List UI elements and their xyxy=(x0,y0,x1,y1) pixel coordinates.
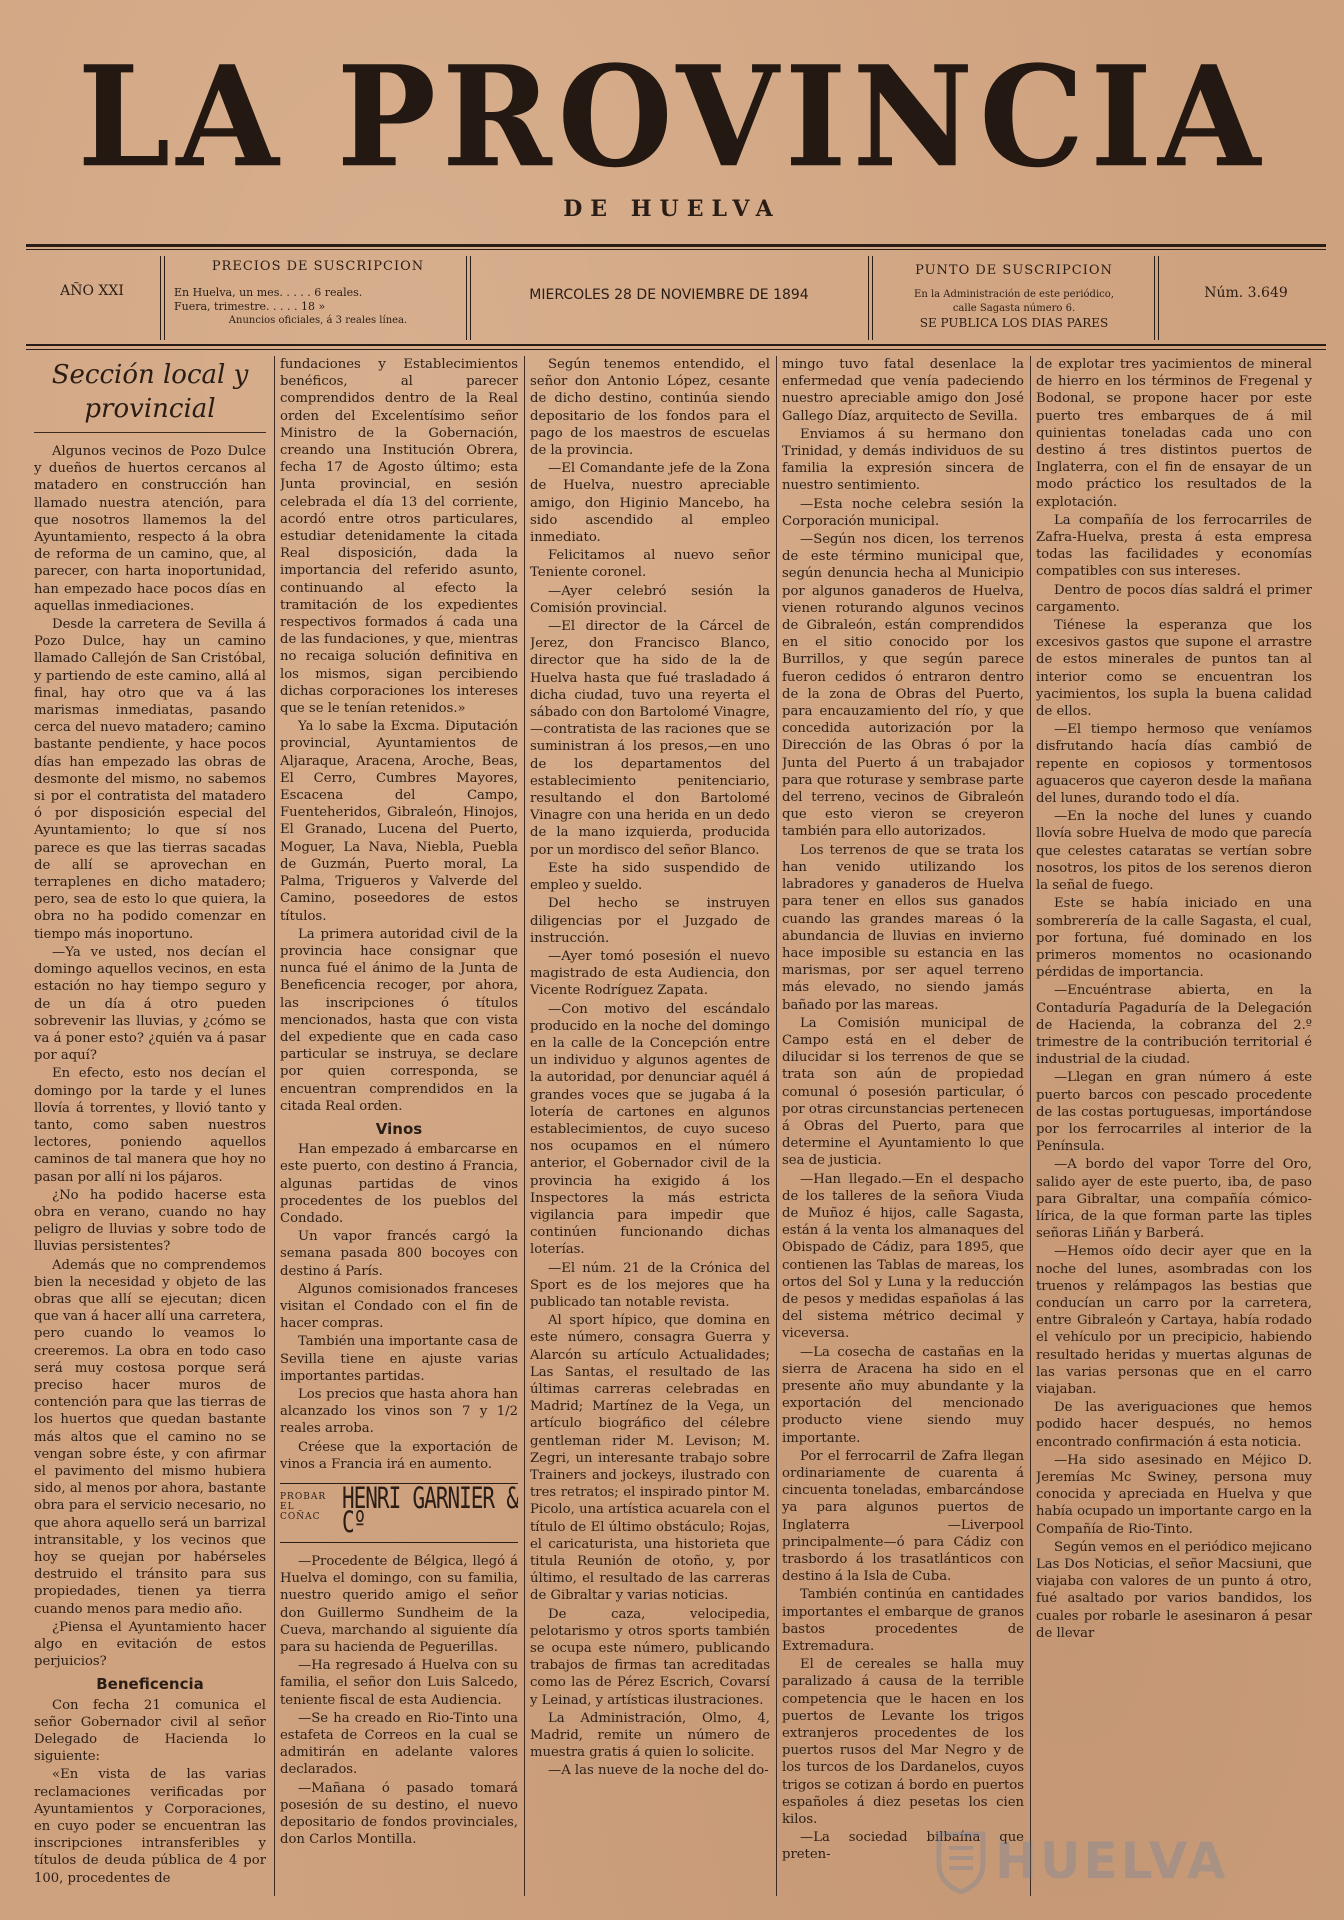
bottom-rule xyxy=(26,344,1326,346)
section-title: Sección local y provincial xyxy=(34,358,266,433)
paragraph: —Esta noche celebra sesión la Corporación municipal. xyxy=(782,496,1024,529)
paragraph: —El director de la Cárcel de Jerez, don Francisco Blanco, director que ha sido de la de Huelva hasta que fué trasladado á dicha ciudad, tuvo una reyerta el sábado con don Bartolomé Vinagre,—contratista de las raciones que se suministran á los presos,—en uno de los departamentos del establecimiento penitenciario, resultando el don Bartolomé Vinagre con una herida en un dedo de la mano izquierda, producida por un mordisco del señor Blanco. xyxy=(530,619,770,858)
paragraph: —Ha sido asesinado en Méjico D. Jeremías Mc Swiney, persona muy conocida y apreciada en Huelva y que había ocupado un importante cargo en la Compañía de Rio-Tinto. xyxy=(1036,1452,1312,1537)
paragraph: —En la noche del lunes y cuando llovía sobre Huelva de modo que parecía que celestes cataratas se vertían sobre nosotros, los pitos de los serenos dieron la señal de fuego. xyxy=(1036,809,1312,894)
masthead-title: LA PROVINCIA xyxy=(77,36,1267,199)
section-heading: Vinos xyxy=(375,1119,423,1138)
column-4 xyxy=(782,356,1024,1906)
year-label: AÑO XXI xyxy=(60,283,124,299)
paragraph: Ya lo sabe la Excma. Diputación provincial, Ayuntamientos de Aljaraque, Aracena, Aroche, Beas, El Cerro, Cumbres Mayores, Escacena del Campo, Fuenteheridos, Gibraleón, Hinojos, El Granado, Lucena del Puerto, Moguer, La Nava, Niebla, Puebla de Guzmán, Puerto moral, La Palma, Trigueros y Valverde del Camino, poseedores de estos títulos. xyxy=(280,719,518,924)
masthead-subtitle: DE HUELVA xyxy=(563,196,781,222)
column-rule xyxy=(524,356,525,1896)
paragraph: La Administración, Olmo, 4, Madrid, remite un número de muestra gratis á quien lo solicite. xyxy=(530,1710,770,1761)
paragraph: Un vapor francés cargó la semana pasada 800 bocoyes con destino á París. xyxy=(280,1229,518,1279)
paragraph: El de cereales se halla muy paralizado á causa de la terrible competencia que le hacen en los puertos de Levante los trigos extranjeros procedentes de los puertos rusos del Mar Negro y de los turcos de los Dardanelos, cuyos trigos se cotizan á bordo en puertos españoles á diez pesetas los cien kilos. xyxy=(782,1657,1024,1828)
paragraph: —Según nos dicen, los terrenos de este término municipal que, según denuncia hecha al Municipio por algunos ganaderos de Huelva, vienen roturando algunos vecinos de Gibraleón, están comprendidos en el sitio conocido por los Burrillos, y que según parece fueron cedidos ó entraron dentro de la zona de Obras del Puerto, para encauzamiento del río, y que concedida autorización por la Dirección de las Obras ó por la Junta del Puerto á un trabajador para que roturase y sembrase parte del terreno, vecinos de Gibraleón que esto vieron se creyeron también para ello autorizados. xyxy=(782,532,1024,840)
paragraph: Felicitamos al nuevo señor Teniente coronel. xyxy=(530,548,770,581)
prices-line-2: Fuera, trimestre. . . . . 18 » xyxy=(174,300,326,313)
paragraph: fundaciones y Establecimientos benéficos, al parecer comprendidos dentro de la Real orden del Excelentísimo señor Ministro de la Gobernación, creando una Institución Obrera, fecha 17 de Agosto último; esta Junta provincial, en sesión celebrada el día 13 del corriente, acordó entre otros particulares, estudiar detenidamente la citada Real disposición, dada la importancia del referido asunto, continuando al efecto la tramitación de los expedientes respectivos formados á cada una de las fundaciones, y que, mientras no recaiga solución definitiva en los mismos, sigan percibiendo dichas corporaciones los intereses que se le tenían retenidos.» xyxy=(280,357,518,717)
paragraph: Con fecha 21 comunica el señor Gobernador civil al señor Delegado de Hacienda lo siguiente: xyxy=(34,1697,266,1765)
paragraph: —Llegan en gran número á este puerto barcos con pescado procedente de las costas portuguesas, importándose por los ferrocarriles al interior de la Península. xyxy=(1036,1070,1312,1155)
subscription-point-box xyxy=(882,252,1146,342)
paragraph: Al sport hípico, que domina en este número, consagra Guerra y Alarcón su artículo Actualidades; Las Santas, el resultado de las últimas carreras celebradas en Madrid; Martínez de la Vega, un artículo biográfico del célebre gentleman rider M. Levison; M. Zegri, un interesante trabajo sobre Trainers and jockeys, ilustrado con tres retratos; el inspirado pintor M. Picolo, una artística acuarela con el título de El último obstáculo; Rojas, el caricaturista, una historieta que titula Reunión de otoño, y, por último, el resultado de las carreras de Gibraltar y varias noticias. xyxy=(530,1313,770,1604)
prices-line-3: Anuncios oficiales, á 3 reales línea. xyxy=(228,315,408,326)
top-rule xyxy=(26,244,1326,247)
column-2 xyxy=(280,356,518,1906)
column-3 xyxy=(530,356,770,1906)
paragraph: —El Comandante jefe de la Zona de Huelva, nuestro apreciable amigo, don Higinio Mancebo, ha sido ascendido al empleo inmediato. xyxy=(530,461,770,546)
point-line-3: SE PUBLICA LOS DIAS PARES xyxy=(919,316,1109,330)
paragraph: —Ayer celebró sesión la Comisión provincial. xyxy=(530,583,770,616)
paragraph: —Han llegado.—En el despacho de los talleres de la señora Viuda de Muñoz é hijos, calle Sagasta, están á la venta los almanaques del Obispado de Cádiz, para 1895, que contienen las Tablas de mareas, los ortos del Sol y Luna y la reducción de pesos y medidas españolas á las del sistema métrico decimal y viceversa. xyxy=(782,1171,1024,1342)
paragraph: ¿Piensa el Ayuntamiento hacer algo en evitación de estos perjuicios? xyxy=(34,1619,266,1670)
paragraph: —La sociedad bilbaína que preten- xyxy=(782,1830,1024,1863)
paragraph: de explotar tres yacimientos de mineral de hierro en los términos de Fregenal y Bodonal, se propone hacer por este puerto tres embarques de á mil quinientas toneladas cada uno con destino á tres distintos puertos de Inglaterra, con el fin de ensayar de un modo práctico los resultados de la explotación. xyxy=(1036,357,1312,510)
paragraph: Según tenemos entendido, el señor don Antonio López, cesante de dicho destino, continúa siendo depositario de los fondos para el pago de los maestros de escuelas de la provincia. xyxy=(530,357,770,459)
point-line-1: En la Administración de este periódico, xyxy=(914,289,1114,300)
paragraph: Por el ferrocarril de Zafra llegan ordinariamente de cuarenta á cincuenta toneladas, embarcándose ya para algunos puertos de Inglaterra —Liverpool principalmente—ó para Cádiz con trasbordo á los trasatlánticos con destino á la Isla de Cuba. xyxy=(782,1448,1024,1585)
paragraph: Enviamos á su hermano don Trinidad, y demás individuos de su familia la expresión sincera de nuestro sentimiento. xyxy=(782,426,1024,494)
separator xyxy=(1154,256,1159,340)
paragraph: De las averiguaciones que hemos podido hacer después, no hemos encontrado confirmación á esta noticia. xyxy=(1036,1400,1312,1450)
paragraph: —Mañana ó pasado tomará posesión de su destino, el nuevo depositario de fondos provinciales, don Carlos Montilla. xyxy=(280,1780,518,1848)
section-heading: Beneficencia xyxy=(96,1675,204,1694)
paragraph: La compañía de los ferrocarriles de Zafra-Huelva, presta á esta empresa todas las facilidades y economías compatibles con sus intereses. xyxy=(1036,512,1312,580)
paragraph: Dentro de pocos días saldrá el primer cargamento. xyxy=(1036,582,1312,615)
ad-side-line: EL xyxy=(280,1502,295,1512)
prices-title: PRECIOS DE SUSCRIPCION xyxy=(211,259,425,274)
prices-box xyxy=(174,252,462,342)
paragraph: ¿No ha podido hacerse esta obra en verano, cuando no hay peligro de lluvias y sobre todo de lluvias persistentes? xyxy=(34,1187,266,1255)
top-rule-thin xyxy=(26,249,1326,250)
paragraph: La primera autoridad civil de la provincia hace consignar que nunca fué el ánimo de la Junta de Beneficencia recoger, por ahora, las inscripciones ó títulos mencionados, hasta que con vista del expediente que en cada caso particular se instruya, se declare por quien corresponda, se encuentran comprendidos en la citada Real orden. xyxy=(280,926,518,1114)
paragraph: De caza, velocipedia, pelotarismo y otros sports también se ocupa este número, publicando trabajos de firmas tan acreditadas como las de Pérez Escrich, Covarsí y Leinad, y artísticas ilustraciones. xyxy=(530,1606,770,1708)
paragraph: Según vemos en el periódico mejicano Las Dos Noticias, el señor Macsiuni, que viajaba con valores de un punto á otro, fué asaltado por varios bandidos, los cuales por robarle le asesinaron á pesar de llevar xyxy=(1036,1539,1312,1641)
prices-line-1: En Huelva, un mes. . . . . 6 reales. xyxy=(174,286,363,299)
separator xyxy=(466,256,471,340)
paragraph: Desde la carretera de Sevilla á Pozo Dulce, hay un camino llamado Callejón de San Cristóbal, y partiendo de este camino, allá al final, hay otro que va á las marismas inmediatas, pasando cerca del nuevo matadero; camino bastante pendiente, y hace pocos días han empezado las obras de desmonte del mismo, no sabemos si por el contratista del matadero ó por disposición especial del Ayuntamiento; lo que sí nos parece es que las tierras sacadas de allí se aprovechan en terraplenes en dicho matadero; pero, sea de esto lo que quiera, la obra no ha podido comenzar en tiempo más inoportuno. xyxy=(34,617,266,942)
ad-brand: HENRI GARNIER & Cº xyxy=(342,1481,518,1540)
paragraph: —Ya ve usted, nos decían el domingo aquellos vecinos, en esta estación no hay tiempo seguro y de un día á otro pueden sobrevenir las lluvias, y ¿cómo se va á poner esto? ¿quién va á pasar por aquí? xyxy=(34,944,266,1064)
paragraph: La Comisión municipal de Campo está en el deber de dilucidar si los terrenos de que se trata son aún de propiedad comunal ó posesión particular, ó por otras circunstancias pertenecen á Obras del Puerto, para que determine el Ayuntamiento lo que sea de justicia. xyxy=(782,1015,1024,1169)
paragraph: Los terrenos de que se trata los han venido utilizando los labradores y ganaderos de Huelva para tener en ellos sus ganados cuando las grandes mareas ó la abundancia de lluvias en invierno hace imposible su estancia en las marismas, por ser aquel terreno más elevado, no siendo jamás bañado por las mareas. xyxy=(782,842,1024,1013)
paragraph: —El núm. 21 de la Crónica del Sport es de los mejores que ha publicado tan notable revista. xyxy=(530,1260,770,1310)
paragraph: —A bordo del vapor Torre del Oro, salido ayer de este puerto, iba, de paso para Gibraltar, una compañía cómico-lírica, de la que forman parte las tiples señoras Liñán y Barberá. xyxy=(1036,1157,1312,1242)
column-5 xyxy=(1036,356,1312,1906)
paragraph: —Ayer tomó posesión el nuevo magistrado de esta Audiencia, don Vicente Rodríguez Zapata. xyxy=(530,948,770,999)
paragraph: —Con motivo del escándalo producido en la noche del domingo en la calle de la Concepción entre un individuo y algunos agentes de la autoridad, por denunciar aquél á grandes voces que se jugaba á la lotería de cartones en algunos establecimientos, de cuyo suceso nos ocupamos en el número anterior, el Gobernador civil de la provincia ha exigido á los Inspectores la más estricta vigilancia para impedir que continúen funcionando dichas loterías. xyxy=(530,1001,770,1258)
column-rule xyxy=(776,356,777,1896)
paragraph: «En vista de las varias reclamaciones verificadas por Ayuntamientos y Corporaciones, en cuyo poder se encuentran las inscripciones intransferibles y títulos de deuda pública de 4 por 100, procedentes de xyxy=(34,1767,266,1886)
bottom-rule-thin xyxy=(26,349,1326,350)
paragraph: También una importante casa de Sevilla tiene en ajuste varias importantes partidas. xyxy=(280,1334,518,1384)
point-line-2: calle Sagasta número 6. xyxy=(952,303,1076,314)
paragraph: Además que no comprendemos bien la necesidad y objeto de las obras que allí se ejecutan; dicen que van á hacer allí una carretera, pero cuando lo veamos lo creeremos. La obra en todo caso será muy costosa porque será preciso hacer muros de contención para que las tierras de los huertos que quedan bastante más altos que el camino no se vengan sobre éste, y con afirmar el pavimento del mismo hubiera sido, al menos por ahora, bastante obra para el servicio necesario, no que ahora aquello será un barrizal intransitable, y los vecinos que hoy se quejan por habérseles destruido el tránsito para sus propiedades, tienen ya tierra cuando menos para medio año. xyxy=(34,1257,266,1617)
watermark-text: HUELVA xyxy=(995,1832,1229,1890)
paragraph: Del hecho se instruyen diligencias por el Juzgado de instrucción. xyxy=(530,896,770,946)
paragraph: Este ha sido suspendido de empleo y sueldo. xyxy=(530,860,770,894)
paragraph: Han empezado á embarcarse en este puerto, con destino á Francia, algunas partidas de vinos procedentes de los pueblos del Condado. xyxy=(280,1142,518,1226)
paragraph: —La cosecha de castañas en la sierra de Aracena ha sido en el presente año muy abundante y la exportación del mencionado producto viene siendo muy importante. xyxy=(782,1344,1024,1446)
point-title: PUNTO DE SUSCRIPCION xyxy=(915,263,1113,278)
paragraph: —El tiempo hermoso que veníamos disfrutando hacía días cambió de repente en copiosos y tormentosos aguaceros que cayeron desde la mañana del lunes, durando todo el día. xyxy=(1036,722,1312,807)
issue-date: MIERCOLES 28 DE NOVIEMBRE DE 1894 xyxy=(529,287,809,303)
archive-watermark xyxy=(935,1822,1229,1902)
paragraph: En efecto, esto nos decían el domingo por la tarde y el lunes llovía á torrentes, y llovió tanto y tanto, como saben nuestros lectores, poniendo aquellos caminos de tal manera que hoy no pasan por allí ni los pájaros. xyxy=(34,1066,266,1185)
paragraph: Algunos comisionados franceses visitan el Condado con el fin de hacer compras. xyxy=(280,1281,518,1332)
paragraph: Algunos vecinos de Pozo Dulce y dueños de huertos cercanos al matadero en construcción han llamado nuestra atención, para que nosotros llamemos la del Ayuntamiento, respecto á la obra de reforma de un camino, que, al parecer, con harta inoportunidad, han empezado hace pocos días en aquellas inmediaciones. xyxy=(34,444,266,614)
paragraph: —Procedente de Bélgica, llegó á Huelva el domingo, con su familia, nuestro querido amigo el señor don Guillermo Sundheim de la Cueva, marchando al siguiente día para su hacienda de Peguerillas. xyxy=(280,1554,518,1656)
issue-number: Núm. 3.649 xyxy=(1204,285,1288,301)
paragraph: También continúa en cantidades importantes el embarque de granos bastos procedentes de Extremadura. xyxy=(782,1587,1024,1655)
ad-side-text xyxy=(280,1492,326,1522)
separator xyxy=(160,256,165,340)
paragraph: Los precios que hasta ahora han alcanzado los vinos son 7 y 1/2 reales arroba. xyxy=(280,1386,518,1437)
paragraph: mingo tuvo fatal desenlace la enfermedad que venía padeciendo nuestro apreciable amigo don José Gallego Díaz, arquitecto de Sevilla. xyxy=(782,357,1024,424)
column-1 xyxy=(34,356,266,1906)
paragraph: Este se había iniciado en una sombrerería de la calle Sagasta, el cual, por fortuna, fué dominado en los primeros momentos no ocasionando pérdidas de importancia. xyxy=(1036,896,1312,981)
paragraph: —Se ha creado en Rio-Tinto una estafeta de Correos en la cual se admitirán en adelante valores declarados. xyxy=(280,1710,518,1778)
ad-side-line: PROBAR xyxy=(280,1492,327,1502)
paragraph: —Encuéntrase abierta, en la Contaduría Pagaduría de la Delegación de Hacienda, la cobranza del 2.º trimestre de la contribución territorial é industrial de la ciudad. xyxy=(1036,983,1312,1068)
paragraph: Créese que la exportación de vinos a Francia irá en aumento. xyxy=(280,1439,518,1472)
paragraph: —Ha regresado á Huelva con su familia, el señor don Luis Salcedo, teniente fiscal de esta Audiencia. xyxy=(280,1658,518,1708)
info-bar xyxy=(26,252,1326,342)
column-rule xyxy=(274,356,275,1896)
ad-side-line: COÑAC xyxy=(280,1512,321,1522)
paragraph: Tiénese la esperanza que los excesivos gastos que supone el arrastre de estos minerales de puntos tan al interior como se encuentran los yacimientos, los supla la buena calidad de ellos. xyxy=(1036,618,1312,720)
separator xyxy=(868,256,873,340)
shield-icon xyxy=(935,1830,987,1894)
paragraph: —Hemos oído decir ayer que en la noche del lunes, asombradas con los truenos y relámpagos las bestias que conducían un carro por la carretera, entre Gibraleón y Cartaya, había rodado el vehículo por un precipicio, habiendo resultado heridas y muertas algunas de las varias personas que en el carro viajaban. xyxy=(1036,1244,1312,1397)
cognac-ad xyxy=(280,1483,518,1543)
paragraph: —A las nueve de la noche del do- xyxy=(548,1763,769,1779)
column-rule xyxy=(1030,356,1031,1896)
